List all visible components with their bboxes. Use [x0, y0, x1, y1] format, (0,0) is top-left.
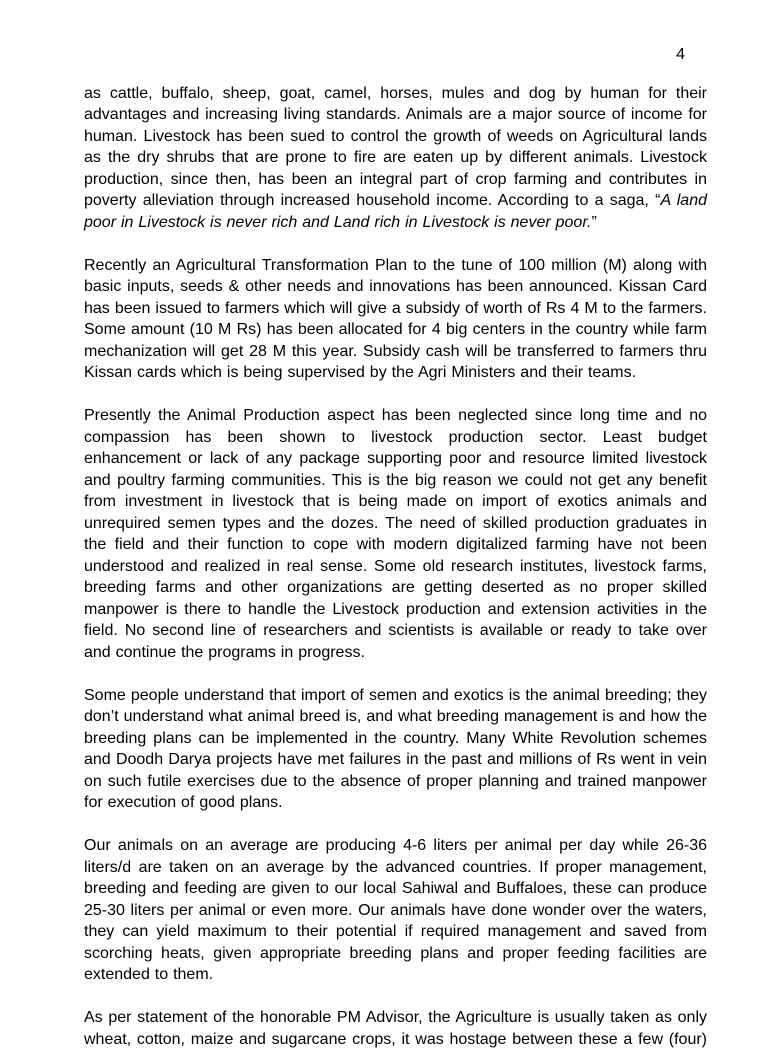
paragraph — [84, 83, 707, 234]
text-run: As per statement of the honorable PM Advisor, the Agriculture is usually taken as only wheat, cotton, maize and sugarcane crops, it was hostage between these a few (four) — [84, 1009, 707, 1048]
text-run: Some people understand that import of semen and exotics is the animal breeding; they don’t understand what animal breed is, and what breeding management is and how the breeding plans can be implemented in the country. Many White Revolution schemes and Doodh Darya projects have met failures in the past and millions of Rs went in vein on such futile exercises due to the absence of proper planning and trained manpower for execution of good plans. — [84, 687, 707, 812]
paragraph — [84, 405, 707, 663]
paragraph — [84, 685, 707, 814]
document-body — [84, 83, 707, 1050]
text-run: Our animals on an average are producing 4-6 liters per animal per day while 26-36 liters/d are taken on an average by the advanced countries. If proper management, breeding and feeding are given to our local Sahiwal and Buffaloes, these can produce 25-30 liters per animal or even more. Our animals have done wonder over the waters, they can yield maximum to their potential if required management and saved from scorching heats, given appropriate breeding plans and proper feeding facilities are extended to them. — [84, 837, 707, 983]
page-number: 4 — [676, 46, 685, 63]
page-header — [84, 44, 707, 66]
paragraph — [84, 835, 707, 986]
italic-text-run: A land poor in Livestock is never rich and Land rich in Livestock is never poor. — [84, 192, 707, 231]
paragraph — [84, 255, 707, 384]
text-run: ” — [592, 214, 597, 231]
paragraph — [84, 1007, 707, 1050]
text-run: as cattle, buffalo, sheep, goat, camel, horses, mules and dog by human for their advantages and increasing living standards. Animals are a major source of income for human. Livestock has been sued to control the growth of weeds on Agricultural lands as the dry shrubs that are prone to fire are eaten up by different animals. Livestock production, since then, has been an integral part of crop farming and contributes in poverty alleviation through increased household income. According to a saga, “ — [84, 85, 707, 210]
text-run: Recently an Agricultural Transformation Plan to the tune of 100 million (M) along with basic inputs, seeds & other needs and innovations has been announced. Kissan Card has been issued to farmers which will give a subsidy of worth of Rs 4 M to the farmers. Some amount (10 M Rs) has been allocated for 4 big centers in the country while farm mechanization will get 28 M this year. Subsidy cash will be transferred to farmers thru Kissan cards which is being supervised by the Agri Ministers and their teams. — [84, 257, 707, 382]
text-run: Presently the Animal Production aspect has been neglected since long time and no compassion has been shown to livestock production sector. Least budget enhancement or lack of any package supporting poor and resource limited livestock and poultry farming communities. This is the big reason we could not get any benefit from investment in livestock that is being made on import of exotics animals and unrequired semen types and the dozes. The need of skilled production graduates in the field and their function to cope with modern digitalized farming have not been understood and realized in real sense. Some old research institutes, livestock farms, breeding farms and other organizations are getting deserted as no proper skilled manpower is there to handle the Livestock production and extension activities in the field. No second line of researchers and scientists is available or ready to take over and continue the programs in progress. — [84, 407, 707, 661]
